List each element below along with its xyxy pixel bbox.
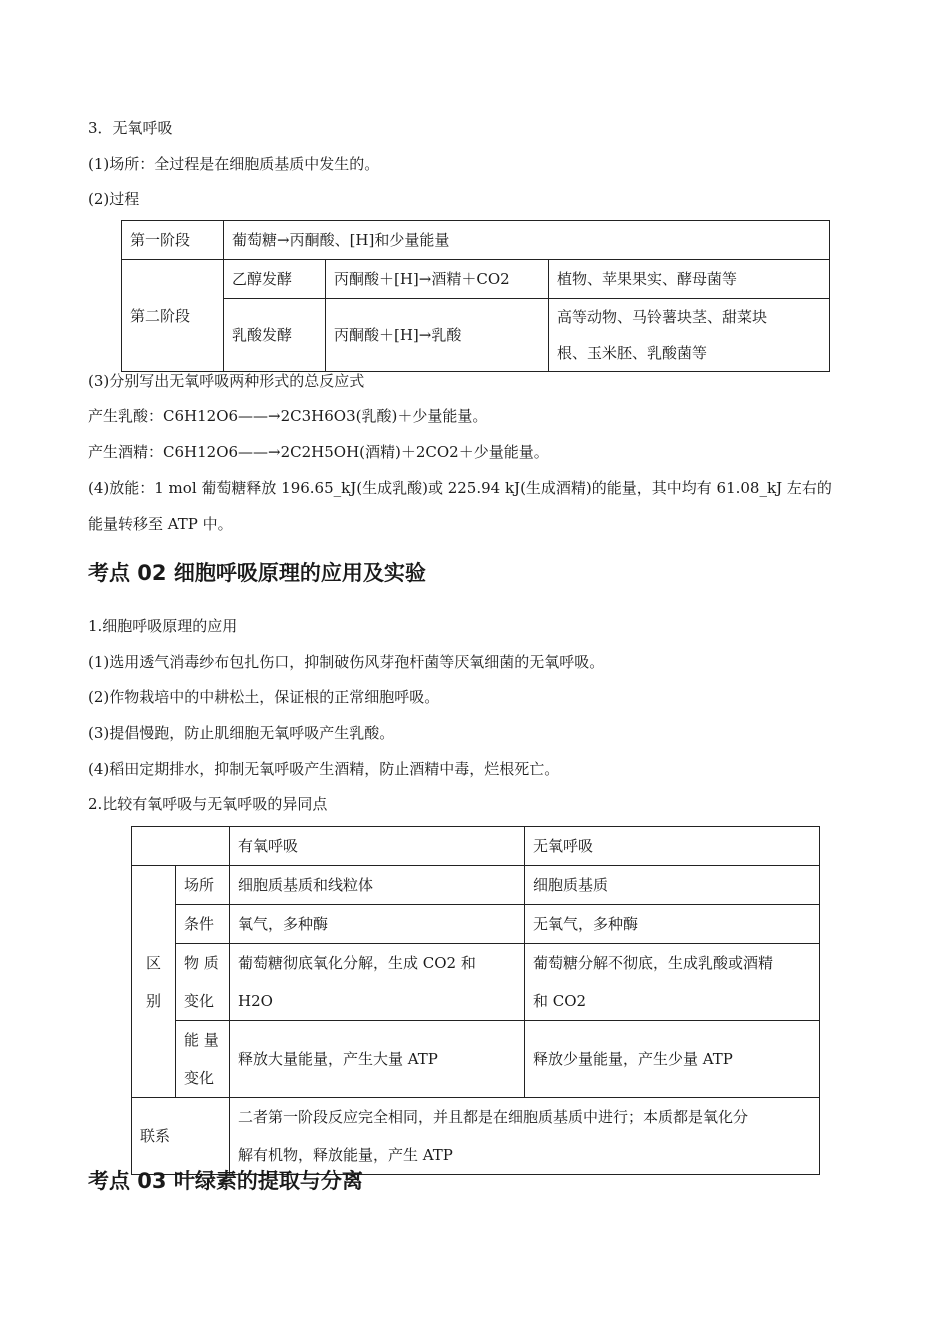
topic-heading: 考点 03 叶绿素的提取与分离 (88, 1169, 363, 1193)
list-item: (1)选用透气消毒纱布包扎伤口，抑制破伤风芽孢杆菌等厌氧细菌的无氧呼吸。 (88, 653, 605, 671)
fermentation-examples: 植物、苹果果实、酵母菌等 (549, 260, 830, 299)
paragraph-compare-title: 2.比较有氧呼吸与无氧呼吸的异同点 (88, 795, 328, 813)
paragraph-app-title: 1.细胞呼吸原理的应用 (88, 617, 238, 635)
aspect-label (176, 944, 230, 1021)
cell-line: 葡萄糖彻底氧化分解，生成 CO2 和 (238, 954, 476, 972)
stage1-content: 葡萄糖→丙酮酸、[H]和少量能量 (224, 221, 830, 260)
aerobic-cell (230, 944, 525, 1021)
anaerobic-cell: 无氧气，多种酶 (525, 905, 820, 944)
diff-label-char: 别 (145, 991, 161, 1010)
link-content (230, 1098, 820, 1175)
link-label: 联系 (132, 1098, 230, 1175)
fermentation-type: 乳酸发酵 (224, 299, 326, 372)
anaerobic-cell: 细胞质基质 (525, 866, 820, 905)
list-item: (4)稻田定期排水，抑制无氧呼吸产生酒精，防止酒精中毒，烂根死亡。 (88, 760, 560, 778)
aspect-line: 变化 (184, 992, 215, 1010)
topic-heading: 考点 02 细胞呼吸原理的应用及实验 (88, 561, 426, 585)
diff-label (132, 866, 176, 1098)
list-item: (3)提倡慢跑，防止肌细胞无氧呼吸产生乳酸。 (88, 724, 395, 742)
stage2-label: 第二阶段 (122, 260, 224, 372)
paragraph-site: (1)场所：全过程是在细胞质基质中发生的。 (88, 155, 380, 173)
cell-line: 葡萄糖分解不彻底，生成乳酸或酒精 (533, 954, 774, 972)
paragraph-energy-cont: 能量转移至 ATP 中。 (88, 515, 233, 533)
aspect-label (176, 1021, 230, 1098)
respiration-compare-table (131, 826, 820, 1175)
fermentation-examples (549, 299, 830, 372)
paragraph-energy: (4)放能：1 mol 葡萄糖释放 196.65_kJ(生成乳酸)或 225.94 kJ(生成酒精)的能量，其中均有 61.08_kJ 左右的 (88, 479, 832, 497)
paragraph-equation-title: (3)分别写出无氧呼吸两种形式的总反应式 (88, 372, 365, 390)
aspect-line: 能 量 (184, 1031, 219, 1049)
fermentation-type: 乙醇发酵 (224, 260, 326, 299)
aspect-line: 物 质 (184, 954, 219, 972)
anaerobic-process-table (121, 220, 830, 372)
cell-line: 二者第一阶段反应完全相同，并且都是在细胞质基质中进行；本质都是氧化分 (238, 1108, 749, 1126)
equation-lactic: 产生乳酸：C6H12O6——→2C3H6O3(乳酸)＋少量能量。 (88, 407, 488, 425)
list-item: (2)作物栽培中的中耕松土，保证根的正常细胞呼吸。 (88, 688, 440, 706)
cell-line: 解有机物，释放能量，产生 ATP (238, 1146, 453, 1164)
anaerobic-cell (525, 944, 820, 1021)
aerobic-cell: 氧气，多种酶 (230, 905, 525, 944)
fermentation-reaction: 丙酮酸＋[H]→乳酸 (326, 299, 549, 372)
anaerobic-cell: 释放少量能量，产生少量 ATP (525, 1021, 820, 1098)
col-header-aerobic: 有氧呼吸 (230, 827, 525, 866)
cell-line: 和 CO2 (533, 992, 587, 1010)
aspect-label: 条件 (176, 905, 230, 944)
equation-alcohol: 产生酒精：C6H12O6——→2C2H5OH(酒精)＋2CO2＋少量能量。 (88, 443, 549, 461)
cell-line: H2O (238, 992, 273, 1010)
examples-line: 根、玉米胚、乳酸菌等 (557, 344, 708, 362)
aspect-label: 场所 (176, 866, 230, 905)
paragraph-process: (2)过程 (88, 190, 140, 208)
examples-line: 高等动物、马铃薯块茎、甜菜块 (557, 308, 768, 326)
aspect-line: 变化 (184, 1069, 215, 1087)
stage1-label: 第一阶段 (122, 221, 224, 260)
col-header-anaerobic: 无氧呼吸 (525, 827, 820, 866)
diff-label-char: 区 (145, 953, 161, 972)
fermentation-reaction: 丙酮酸＋[H]→酒精＋CO2 (326, 260, 549, 299)
aerobic-cell: 释放大量能量，产生大量 ATP (230, 1021, 525, 1098)
section-heading: 3．无氧呼吸 (88, 119, 173, 137)
aerobic-cell: 细胞质基质和线粒体 (230, 866, 525, 905)
header-empty (132, 827, 230, 866)
